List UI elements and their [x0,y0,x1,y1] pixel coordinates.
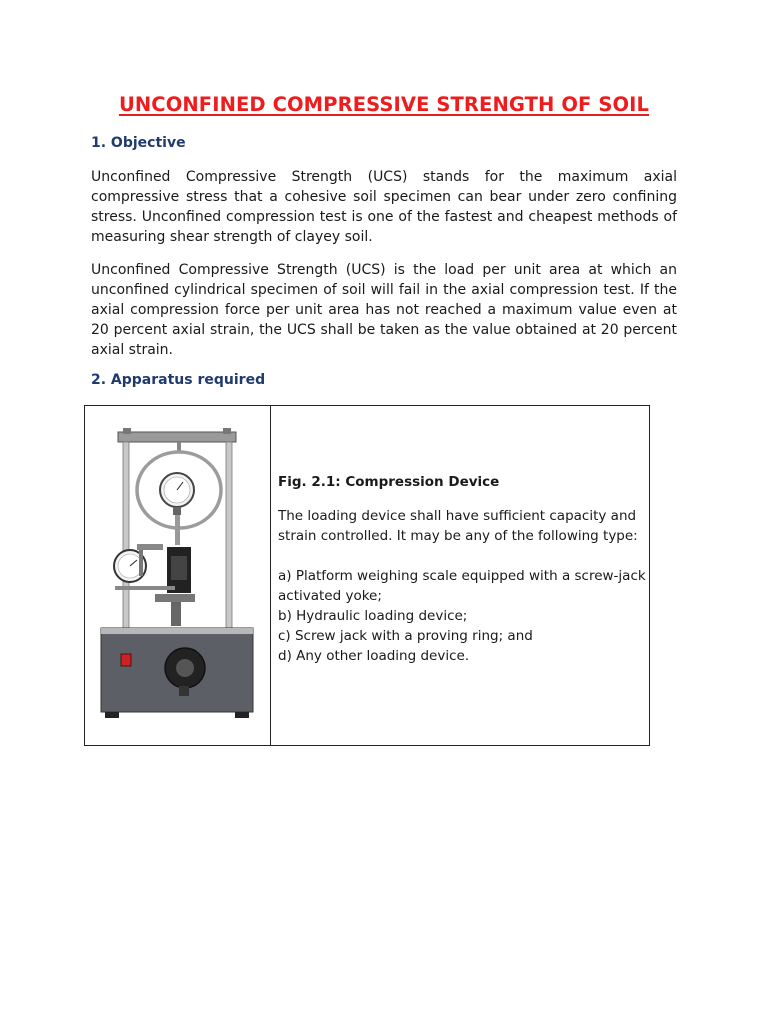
figure-description: The loading device shall have sufficient capacity and strain controlled. It may be any of the following type: [278,508,638,544]
figure-caption: Fig. 2.1: Compression Device [278,474,500,490]
list-item: b) Hydraulic loading device; [278,608,468,624]
figure-table [84,405,650,746]
list-item: c) Screw jack with a proving ring; and [278,628,533,644]
objective-paragraph-1: Unconfined Compressive Strength (UCS) stands for the maximum axial compressive stress that a cohesive soil specimen can bear under zero confining stress. Unconfined compression test is one of the fastest and cheapest methods of measuring shear strength of clayey soil. [91,169,677,245]
compression-device-image [85,406,271,747]
loading-device-list [278,566,646,666]
list-item: a) Platform weighing scale equipped with a screw-jack activated yoke; [278,568,646,604]
figure-text-cell [271,406,649,745]
figure-image-cell [85,406,271,745]
section-heading-apparatus: 2. Apparatus required [91,372,266,388]
page-title: UNCONFINED COMPRESSIVE STRENGTH OF SOIL [118,93,650,116]
objective-paragraph-2: Unconfined Compressive Strength (UCS) is the load per unit area at which an unconfined cylindrical specimen of soil will fail in the axial compression test. If the axial compression force per unit area has not reached a maximum value even at 20 percent axial strain, the UCS shall be taken as the value obtained at 20 percent axial strain. [91,262,677,358]
list-item: d) Any other loading device. [278,648,470,664]
section-heading-objective: 1. Objective [91,135,186,151]
